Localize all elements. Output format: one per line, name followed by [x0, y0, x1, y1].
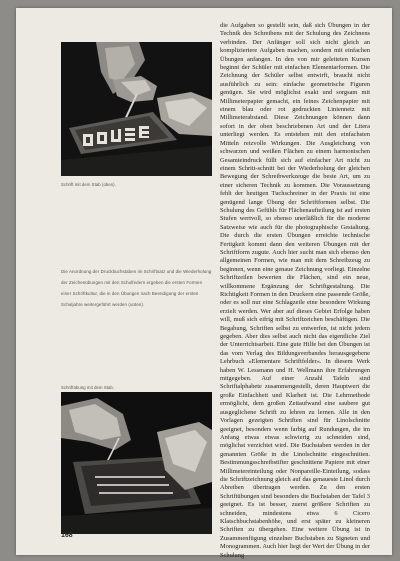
photo-bottom-image [61, 392, 212, 534]
book-page [16, 8, 392, 559]
page-number: 168 [61, 532, 73, 539]
photo-top-image [61, 42, 212, 176]
caption-top-photo: Schrift mit dem Stab (oben). [61, 182, 116, 187]
photo-linocut-hands [61, 42, 212, 176]
caption-body-text: Die Anordnung der Druckbuchstaben im Schriftsatz und die Wiederholung der Zeichenübungen mit den Schulfedern ergeben die ersten Formen einer Schriftkultur, die in den Übungen nach Beendigung der ersten Schuljahre weitergeführt werden (unten). [61, 269, 212, 307]
main-paragraph: die Aufgaben so gestellt sein, daß sich Übungen in der Technik des Schreibens mit der Schulung des Zeichnens verbinden. Der Anfänger soll sich nicht gleich an kompliziertere Aufgaben machen, sondern mit einfachen Übungen anfangen. In den von mir geleiteten Kursen beginnt der Schüler mit einfachen Elementarformen. Die Zeichnung der Schüler selbst entwirft, braucht nicht ausführlich zu sein: einfache geometrische Figuren genügen. Sie wird möglichst exakt und sorgsam mit Millimeterpapier gemacht, ein feines Zeichenpapier mit einem blau oder rot gedruckten Liniennetz mit Millimeterabstand. Diese Zeichnungen können dann sofort in der oben beschriebenen Art und der Litera unterliegt werden. Es entstehen mit den einfachsten Mitteln reizvolle Wirkungen. Die Ausgleichung von schwarzen und weißen Flächen zu einem harmonischen Gesamteindruck füllt sich auf einfacher Art nicht zu einem Schritt-schnitt bei der Wiederholung der gleichen Bewegung der Schreibwerkzeuge die beste Art, um zu einer sicheren Technik zu kommen. Die Voraussetzung fehlt der heutigen Tuchschreiner in der Praxis ist eine genügend lange Übung der Schriftformen selbst. Die Schulung des Gefühls für Flächenaufteilung ist auf ersten Stufen wertvoll, so ebenso unerläßlich für die moderne Satzweise wie auch für die photographische Gestaltung. Die durch die ersten Übungen erreichte technische Fertigkeit kommt dann den weiteren Übungen mit der Schriftform zugute. Auch hier sucht man sich ebenso den allgemeinen Formen, wie man mit dem Schreibzeug zu beginnen, wenn eine genaue Zeichnung vorliegt. Einzelne Schriftzeilen bewerten die Flächen, sind ein neue, willkommene Ergänzung der Schriftgestaltung. Die Richtigkeit Formen in den Druckern eine passende Größe, oder es soll nur eine Schlagzeile eine besondere Wirkung erzielt werden. Wer aber auf dieses Gebiet Erfolge haben will, muß sich eifrig mit Schriftzeichen beschäftigen. Die Begabung, Schriften selbst zu entwerfen, ist nicht jedem gegeben. Aber dies selbst auch nicht das eigentliche Ziel der Unterrichtsarbeit. Eine gute Hilfe bei den Übungen ist das vom Verlag des Bildungsverbandes herausgegebene Lehrbuch »Elementare Schriftfelder«. In diesem Werk haben W. Lessmann und H. Wellmann ihre Erfahrungen mitgegeben. Auf einer Anzahl Tafeln sind Schriftalphabete zusammengestellt, deren Hauptwert die große Einfachheit und Klarheit ist. Die Lehrmethode ermöglicht, dem großen Zeitaufwand eine saubere gut ausgeglichene Schrift zu lehren zu lernen. Alle in den Vorlagen gezeigten Schriften sind für Linolschnitte geeignet, besonders wenn farbig auf Rundungen, die im Anfang etwas etwas schwierig zu schneiden sind, möglichst verzichtet wird. Die Buchstaben werden in der genannten Größe in die Linolschnitte eingeschnitten. Bestimmungsschreibstifter geschnittene Papiere mit einer Millimetereinteilung oder Nonpareille-Einteilung, sodass die Schriftzeichnung gleich auf das genaueste Linol durch Abreiben übertragen werden. Zu den ersten Schriftübungen sind besonders die Buchstaben der Tafel 3 geeignet. Es ist besser, zuerst größere Schriften zu schneiden, mindestens etwa 6 Cicero Klatschbuchstabenhöhe, und erst später zu kleineren Schriften zu übergehen. Eine weitere Übung ist in Zusammenfügung einzelner Buchstaben zu Signeten und Monogrammen. Auch hier liegt der Wert der Übung in der Schulung [220, 22, 370, 559]
caption-bottom-photo: Schriftübung mit dem Stab. [61, 385, 115, 390]
photo-cutting-hands [61, 392, 212, 534]
main-text-column [220, 22, 370, 559]
